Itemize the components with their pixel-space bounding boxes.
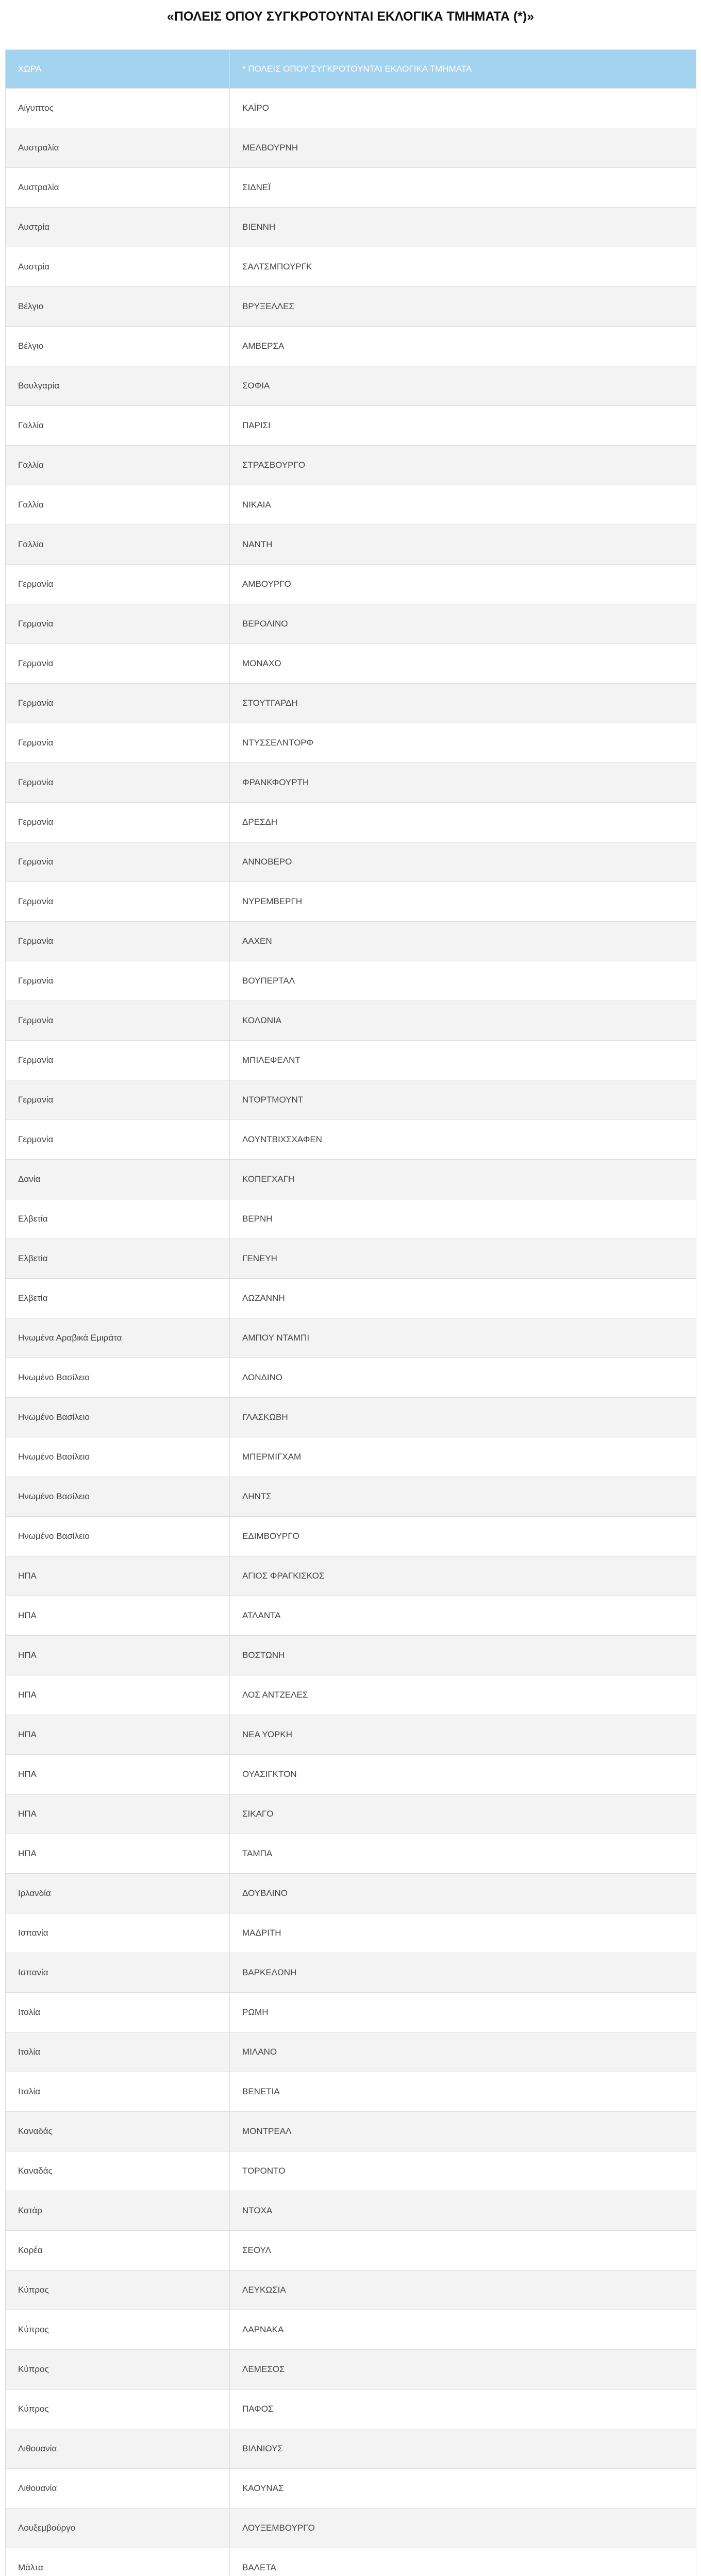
country-cell: Γερμανία <box>6 1041 230 1080</box>
table-row <box>6 1993 696 2032</box>
table-row <box>6 1318 696 1358</box>
city-cell: ΝΤΥΣΣΕΛΝΤΟΡΦ <box>230 723 696 763</box>
table-row <box>6 1556 696 1596</box>
table-row <box>6 1437 696 1477</box>
city-cell: ΝΤΟΡΤΜΟΥΝΤ <box>230 1080 696 1120</box>
country-cell: Κύπρος <box>6 2389 230 2429</box>
table-row <box>6 2350 696 2389</box>
city-cell: ΛΟΥΞΕΜΒΟΥΡΓΟ <box>230 2509 696 2548</box>
city-cell: ΑΜΠΟΥ ΝΤΑΜΠΙ <box>230 1318 696 1358</box>
country-cell: Γερμανία <box>6 763 230 803</box>
country-cell: Κατάρ <box>6 2191 230 2231</box>
country-cell: Λιθουανία <box>6 2429 230 2469</box>
country-cell: Ελβετία <box>6 1199 230 1239</box>
country-cell: Κύπρος <box>6 2270 230 2310</box>
country-cell: Γερμανία <box>6 723 230 763</box>
table-row <box>6 1636 696 1675</box>
city-cell: ΓΛΑΣΚΩΒΗ <box>230 1398 696 1437</box>
country-cell: ΗΠΑ <box>6 1556 230 1596</box>
table-row <box>6 287 696 327</box>
country-cell: Γερμανία <box>6 565 230 604</box>
table-row <box>6 842 696 882</box>
city-cell: ΔΟΥΒΛΙΝΟ <box>230 1874 696 1913</box>
city-cell: ΣΑΛΤΣΜΠΟΥΡΓΚ <box>230 247 696 287</box>
country-cell: Ελβετία <box>6 1239 230 1279</box>
country-cell: Ιταλία <box>6 2072 230 2112</box>
city-cell: ΝΑΝΤΗ <box>230 525 696 565</box>
table-row <box>6 922 696 961</box>
table-row <box>6 1160 696 1199</box>
city-cell: ΕΔΙΜΒΟΥΡΓΟ <box>230 1517 696 1556</box>
country-cell: Ηνωμένα Αραβικά Εμιράτα <box>6 1318 230 1358</box>
country-cell: ΗΠΑ <box>6 1636 230 1675</box>
country-column-header: ΧΩΡΑ <box>6 50 230 89</box>
city-cell: ΟΥΑΣΙΓΚΤΟΝ <box>230 1755 696 1794</box>
table-row <box>6 1715 696 1755</box>
table-row <box>6 2231 696 2270</box>
country-cell: Κύπρος <box>6 2350 230 2389</box>
table-row <box>6 763 696 803</box>
country-cell: Ιρλανδία <box>6 1874 230 1913</box>
country-cell: Γερμανία <box>6 644 230 684</box>
table-row <box>6 2270 696 2310</box>
city-cell: ΑΤΛΑΝΤΑ <box>230 1596 696 1636</box>
country-cell: Λουξεμβούργο <box>6 2509 230 2548</box>
table-row <box>6 128 696 168</box>
country-cell: Γερμανία <box>6 1120 230 1160</box>
city-cell: ΝΤΟΧΑ <box>230 2191 696 2231</box>
table-row <box>6 961 696 1001</box>
city-cell: ΤΟΡΟΝΤΟ <box>230 2151 696 2191</box>
table-row <box>6 1398 696 1437</box>
country-cell: Μάλτα <box>6 2548 230 2576</box>
cities-table <box>5 49 696 2576</box>
table-row <box>6 644 696 684</box>
country-cell: Γερμανία <box>6 1001 230 1041</box>
table-row <box>6 2072 696 2112</box>
city-cell: ΛΟΝΔΙΝΟ <box>230 1358 696 1398</box>
table-row <box>6 723 696 763</box>
page-title: «ΠΟΛΕΙΣ ΟΠΟΥ ΣΥΓΚΡΟΤΟΥΝΤΑΙ ΕΚΛΟΓΙΚΑ ΤΜΗΜΑΤΑ (*)» <box>166 9 535 24</box>
city-cell: ΛΕΥΚΩΣΙΑ <box>230 2270 696 2310</box>
country-cell: Κορέα <box>6 2231 230 2270</box>
table-row <box>6 406 696 446</box>
country-cell: Ισπανία <box>6 1913 230 1953</box>
city-cell: ΣΕΟΥΛ <box>230 2231 696 2270</box>
table-row <box>6 1001 696 1041</box>
country-cell: Ισπανία <box>6 1953 230 1993</box>
city-cell: ΝΥΡΕΜΒΕΡΓΗ <box>230 882 696 922</box>
city-cell: ΠΑΦΟΣ <box>230 2389 696 2429</box>
country-cell: Γερμανία <box>6 961 230 1001</box>
country-cell: Γαλλία <box>6 446 230 485</box>
city-cell: ΑΝΝΟΒΕΡΟ <box>230 842 696 882</box>
country-cell: Βέλγιο <box>6 287 230 327</box>
city-cell: ΜΙΛΑΝΟ <box>230 2032 696 2072</box>
country-cell: Γερμανία <box>6 1080 230 1120</box>
country-cell: Γερμανία <box>6 684 230 723</box>
city-cell: ΒΙΛΝΙΟΥΣ <box>230 2429 696 2469</box>
table-row <box>6 604 696 644</box>
country-cell: Ηνωμένο Βασίλειο <box>6 1398 230 1437</box>
city-cell: ΝΙΚΑΙΑ <box>230 485 696 525</box>
table-row <box>6 525 696 565</box>
country-cell: ΗΠΑ <box>6 1794 230 1834</box>
country-cell: Ιταλία <box>6 2032 230 2072</box>
city-cell: ΛΗΝΤΣ <box>230 1477 696 1517</box>
city-cell: ΦΡΑΝΚΦΟΥΡΤΗ <box>230 763 696 803</box>
city-cell: ΜΟΝΑΧΟ <box>230 644 696 684</box>
city-cell: ΜΟΝΤΡΕΑΛ <box>230 2112 696 2151</box>
city-cell: ΔΡΕΣΔΗ <box>230 803 696 842</box>
city-cell: ΣΙΚΑΓΟ <box>230 1794 696 1834</box>
table-row <box>6 1239 696 1279</box>
table-row <box>6 2151 696 2191</box>
country-cell: Αυστραλία <box>6 128 230 168</box>
country-cell: Γερμανία <box>6 922 230 961</box>
table-row <box>6 1794 696 1834</box>
country-cell: Γαλλία <box>6 406 230 446</box>
country-cell: ΗΠΑ <box>6 1675 230 1715</box>
table-row <box>6 1517 696 1556</box>
country-cell: ΗΠΑ <box>6 1596 230 1636</box>
city-cell: ΣΤΟΥΤΓΑΡΔΗ <box>230 684 696 723</box>
country-cell: Λιθουανία <box>6 2469 230 2509</box>
table-row <box>6 2389 696 2429</box>
country-cell: Ιταλία <box>6 1993 230 2032</box>
city-cell: ΣΙΔΝΕΪ <box>230 168 696 208</box>
city-cell: ΒΟΣΤΩΝΗ <box>230 1636 696 1675</box>
city-cell: ΛΑΡΝΑΚΑ <box>230 2310 696 2350</box>
table-row <box>6 882 696 922</box>
city-cell: ΓΕΝΕΥΗ <box>230 1239 696 1279</box>
country-cell: Καναδάς <box>6 2151 230 2191</box>
city-cell: ΡΩΜΗ <box>230 1993 696 2032</box>
city-cell: ΛΕΜΕΣΟΣ <box>230 2350 696 2389</box>
table-row <box>6 485 696 525</box>
country-cell: Δανία <box>6 1160 230 1199</box>
country-cell: Αυστρία <box>6 208 230 247</box>
city-cell: ΛΟΥΝΤΒΙΧΣΧΑΦΕΝ <box>230 1120 696 1160</box>
country-cell: Βουλγαρία <box>6 366 230 406</box>
country-cell: Γερμανία <box>6 882 230 922</box>
table-row <box>6 2310 696 2350</box>
table-row <box>6 2469 696 2509</box>
city-cell: ΚΟΛΩΝΙΑ <box>230 1001 696 1041</box>
country-cell: ΗΠΑ <box>6 1834 230 1874</box>
table-row <box>6 2112 696 2151</box>
table-row <box>6 1834 696 1874</box>
table-row <box>6 327 696 366</box>
city-cell: ΜΕΛΒΟΥΡΝΗ <box>230 128 696 168</box>
table-row <box>6 2509 696 2548</box>
table-row <box>6 1041 696 1080</box>
country-cell: Ηνωμένο Βασίλειο <box>6 1358 230 1398</box>
country-cell: Αίγυπτος <box>6 89 230 128</box>
cities-table-container <box>5 49 696 2576</box>
table-row <box>6 208 696 247</box>
country-cell: Γερμανία <box>6 803 230 842</box>
country-cell: Ηνωμένο Βασίλειο <box>6 1517 230 1556</box>
country-cell: Γερμανία <box>6 604 230 644</box>
table-row <box>6 1596 696 1636</box>
table-row <box>6 168 696 208</box>
city-cell: ΑΑΧΕΝ <box>230 922 696 961</box>
table-row <box>6 1279 696 1318</box>
city-cell: ΣΟΦΙΑ <box>230 366 696 406</box>
city-cell: ΑΜΒΕΡΣΑ <box>230 327 696 366</box>
country-cell: Γερμανία <box>6 842 230 882</box>
table-row <box>6 89 696 128</box>
table-row <box>6 803 696 842</box>
table-row <box>6 2191 696 2231</box>
country-cell: Αυστραλία <box>6 168 230 208</box>
city-cell: ΒΙΕΝΝΗ <box>230 208 696 247</box>
country-cell: Βέλγιο <box>6 327 230 366</box>
city-cell: ΛΟΣ ΑΝΤΖΕΛΕΣ <box>230 1675 696 1715</box>
country-cell: Ηνωμένο Βασίλειο <box>6 1437 230 1477</box>
city-cell: ΜΠΙΛΕΦΕΛΝΤ <box>230 1041 696 1080</box>
table-row <box>6 565 696 604</box>
city-cell: ΒΡΥΞΕΛΛΕΣ <box>230 287 696 327</box>
table-row <box>6 446 696 485</box>
city-cell: ΚΑΟΥΝΑΣ <box>230 2469 696 2509</box>
city-cell: ΠΑΡΙΣΙ <box>230 406 696 446</box>
country-cell: Ηνωμένο Βασίλειο <box>6 1477 230 1517</box>
city-cell: ΚΑΪΡΟ <box>230 89 696 128</box>
table-row <box>6 247 696 287</box>
city-cell: ΒΕΝΕΤΙΑ <box>230 2072 696 2112</box>
cities-column-header: * ΠΟΛΕΙΣ ΟΠΟΥ ΣΥΓΚΡΟΤΟΥΝΤΑΙ ΕΚΛΟΓΙΚΑ ΤΜΗΜΑΤΑ <box>230 50 696 89</box>
city-cell: ΑΓΙΟΣ ΦΡΑΓΚΙΣΚΟΣ <box>230 1556 696 1596</box>
table-row <box>6 1675 696 1715</box>
city-cell: ΑΜΒΟΥΡΓΟ <box>230 565 696 604</box>
country-cell: Καναδάς <box>6 2112 230 2151</box>
city-cell: ΒΑΡΚΕΛΩΝΗ <box>230 1953 696 1993</box>
table-row <box>6 1913 696 1953</box>
country-cell: ΗΠΑ <box>6 1715 230 1755</box>
table-row <box>6 684 696 723</box>
table-row <box>6 2032 696 2072</box>
table-row <box>6 2429 696 2469</box>
city-cell: ΒΟΥΠΕΡΤΑΛ <box>230 961 696 1001</box>
table-row <box>6 1953 696 1993</box>
city-cell: ΤΑΜΠΑ <box>230 1834 696 1874</box>
city-cell: ΣΤΡΑΣΒΟΥΡΓΟ <box>230 446 696 485</box>
city-cell: ΝΕΑ ΥΟΡΚΗ <box>230 1715 696 1755</box>
city-cell: ΒΕΡΝΗ <box>230 1199 696 1239</box>
city-cell: ΚΟΠΕΓΧΑΓΗ <box>230 1160 696 1199</box>
table-row <box>6 1120 696 1160</box>
country-cell: Ελβετία <box>6 1279 230 1318</box>
city-cell: ΒΕΡΟΛΙΝΟ <box>230 604 696 644</box>
city-cell: ΛΩΖΑΝΝΗ <box>230 1279 696 1318</box>
country-cell: Γαλλία <box>6 485 230 525</box>
table-row <box>6 1199 696 1239</box>
country-cell: Κύπρος <box>6 2310 230 2350</box>
table-row <box>6 2548 696 2576</box>
table-row <box>6 1755 696 1794</box>
city-cell: ΜΠΕΡΜΙΓΧΑΜ <box>230 1437 696 1477</box>
city-cell: ΒΑΛΕΤΑ <box>230 2548 696 2576</box>
table-row <box>6 1874 696 1913</box>
table-row <box>6 1358 696 1398</box>
city-cell: ΜΑΔΡΙΤΗ <box>230 1913 696 1953</box>
country-cell: Αυστρία <box>6 247 230 287</box>
table-header-row <box>6 50 696 89</box>
table-header <box>6 50 696 89</box>
table-body <box>6 89 696 2576</box>
table-row <box>6 366 696 406</box>
country-cell: Γαλλία <box>6 525 230 565</box>
country-cell: ΗΠΑ <box>6 1755 230 1794</box>
table-row <box>6 1080 696 1120</box>
table-row <box>6 1477 696 1517</box>
